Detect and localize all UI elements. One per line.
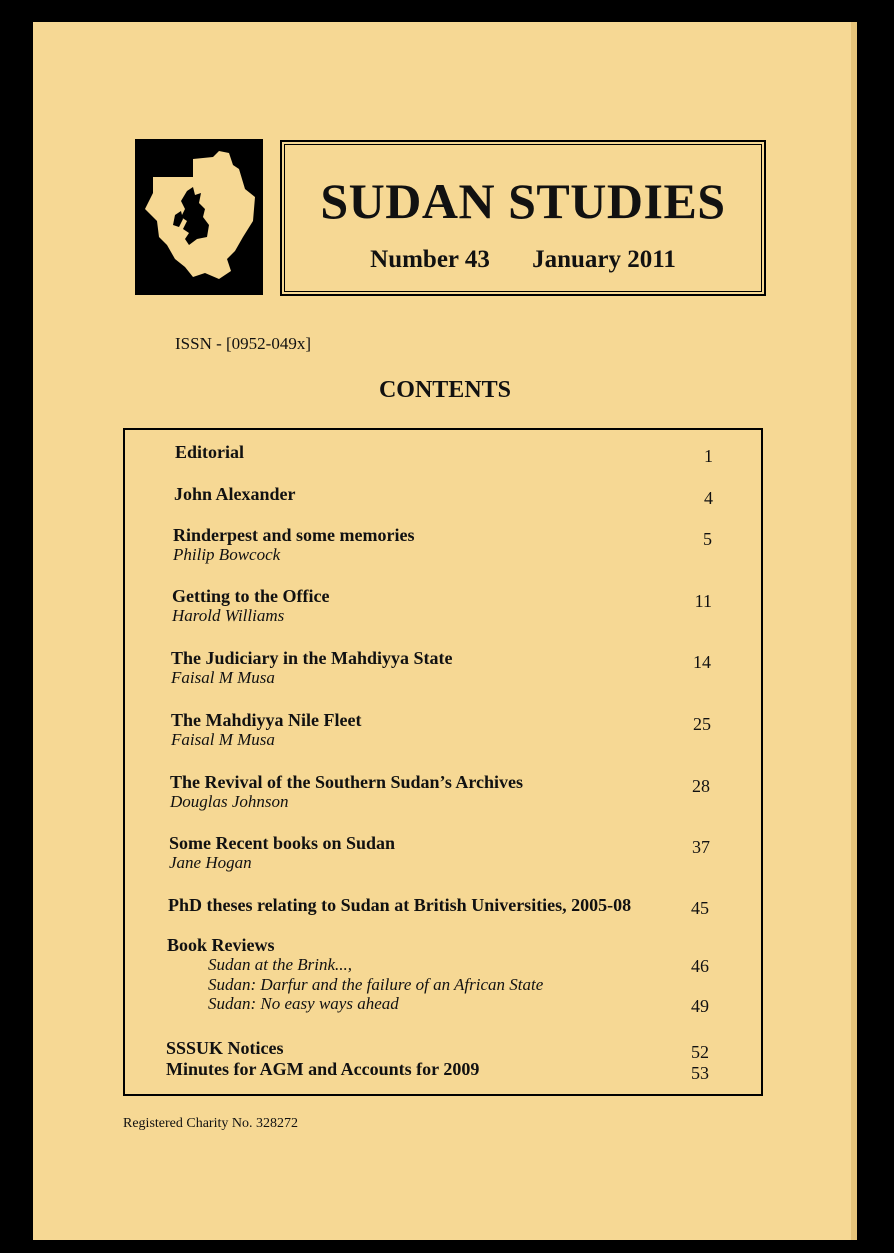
review-title: Sudan at the Brink...,: [208, 955, 353, 974]
review-page: 49: [691, 996, 709, 1016]
toc-page: 37: [692, 837, 710, 857]
sudan-map-with-uk-icon: [135, 139, 263, 295]
toc-author: Faisal M Musa: [171, 668, 275, 687]
contents-table: [123, 428, 763, 1096]
toc-author: Jane Hogan: [169, 853, 252, 872]
toc-author: Faisal M Musa: [171, 730, 275, 749]
issue-date: January 2011: [532, 246, 676, 273]
toc-title: PhD theses relating to Sudan at British Universities, 2005-08: [168, 895, 632, 915]
toc-title: Some Recent books on Sudan: [169, 833, 396, 853]
toc-title: SSSUK Notices: [166, 1038, 284, 1058]
toc-author: Philip Bowcock: [173, 545, 281, 564]
toc-title: The Mahdiyya Nile Fleet: [171, 710, 362, 730]
title-box: [280, 140, 766, 296]
page-edge: [851, 22, 857, 1240]
toc-title: The Judiciary in the Mahdiyya State: [171, 648, 453, 668]
toc-page: 52: [691, 1042, 709, 1062]
toc-page: 1: [704, 446, 713, 466]
toc-title: Rinderpest and some memories: [173, 525, 415, 545]
book-reviews-heading: Book Reviews: [167, 935, 275, 955]
toc-page: 25: [693, 714, 711, 734]
toc-title: The Revival of the Southern Sudan’s Archives: [170, 772, 524, 792]
toc-page: 11: [694, 591, 712, 611]
toc-page: 4: [704, 488, 713, 508]
toc-title: Getting to the Office: [172, 586, 330, 606]
toc-author: Douglas Johnson: [170, 792, 289, 811]
toc-title: Editorial: [175, 442, 245, 462]
review-page: 46: [691, 956, 709, 976]
journal-cover: [33, 22, 857, 1240]
toc-page: 45: [691, 898, 709, 918]
toc-page: 53: [691, 1063, 709, 1083]
toc-page: 14: [693, 652, 711, 672]
contents-heading: CONTENTS: [378, 377, 512, 403]
charity-number: Registered Charity No. 328272: [123, 1116, 298, 1131]
toc-title: John Alexander: [174, 484, 296, 504]
toc-author: Harold Williams: [172, 606, 285, 625]
issn: ISSN - [0952-049x]: [175, 334, 311, 353]
toc-title: Minutes for AGM and Accounts for 2009: [166, 1059, 480, 1079]
issue-line: [282, 246, 764, 274]
toc-page: 28: [692, 776, 710, 796]
journal-title: SUDAN STUDIES: [320, 173, 726, 229]
review-title: Sudan: Darfur and the failure of an African State: [208, 975, 544, 994]
toc-page: 5: [703, 529, 712, 549]
issue-number: Number 43: [370, 246, 490, 273]
review-title: Sudan: No easy ways ahead: [208, 994, 399, 1013]
